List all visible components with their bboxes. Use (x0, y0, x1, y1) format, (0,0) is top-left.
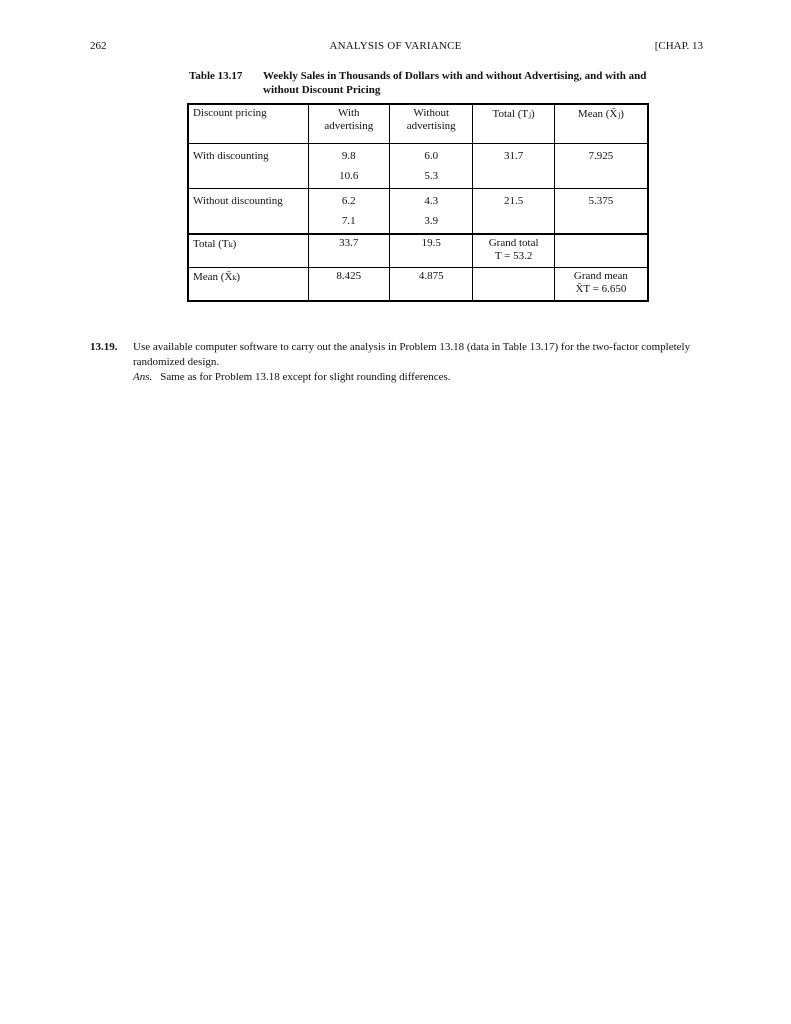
header-without-advertising (389, 104, 472, 144)
table-caption (189, 69, 659, 97)
cell-with-disc-mean: 7.925 (554, 144, 648, 189)
row-label-mean: Mean (X̄ₖ) (188, 268, 308, 302)
problem-13-19 (90, 340, 710, 385)
cell-mean-without-adv: 4.875 (389, 268, 472, 302)
table-number: Table 13.17 (189, 70, 243, 82)
row-label-without-discounting: Without discounting (188, 189, 308, 235)
chapter-label: [CHAP. 13 (654, 40, 703, 52)
cell-with-disc-with-adv (308, 144, 389, 189)
value: 9.8 (341, 150, 356, 162)
page-number: 262 (90, 40, 107, 52)
header-with-advertising-line2: advertising (324, 120, 374, 132)
page-header (0, 40, 791, 54)
cell-with-disc-without-adv (389, 144, 472, 189)
value: 6.2 (341, 195, 356, 207)
grand-total-value: T = 53.2 (494, 250, 533, 262)
table-header-row (188, 104, 648, 144)
header-with-advertising-line1: With (338, 107, 360, 119)
running-title: ANALYSIS OF VARIANCE (329, 40, 462, 52)
grand-mean-value: X̄T = 6.650 (575, 283, 627, 295)
header-without-advertising-line1: Without (413, 107, 450, 119)
cell-without-disc-with-adv (308, 189, 389, 235)
header-without-advertising-line2: advertising (406, 120, 456, 132)
cell-total-without-adv: 19.5 (389, 234, 472, 268)
mean-row (188, 268, 648, 302)
total-row (188, 234, 648, 268)
cell-grand-total (473, 234, 554, 268)
grand-total-label: Grand total (488, 237, 539, 249)
answer (90, 370, 710, 385)
cell-without-disc-without-adv (389, 189, 472, 235)
cell-mean-with-adv: 8.425 (308, 268, 389, 302)
table-row (188, 189, 648, 235)
problem-number: 13.19. (90, 341, 118, 353)
value: 5.3 (424, 170, 439, 182)
problem-text: Use available computer software to carry out the analysis in Problem 13.18 (data in Table 13.17) for the two-factor completely randomized design. (133, 341, 691, 368)
value: 3.9 (424, 215, 439, 227)
header-with-advertising (308, 104, 389, 144)
value: 4.3 (424, 195, 439, 207)
header-mean: Mean (X̄ⱼ) (554, 104, 648, 144)
cell-without-disc-total: 21.5 (473, 189, 554, 235)
cell-with-disc-total: 31.7 (473, 144, 554, 189)
answer-label: Ans. (133, 371, 153, 383)
answer-text: Same as for Problem 13.18 except for slight rounding differences. (160, 371, 451, 383)
sales-table (187, 103, 649, 302)
cell-grand-mean (554, 268, 648, 302)
header-total: Total (Tⱼ) (473, 104, 554, 144)
cell-without-disc-mean: 5.375 (554, 189, 648, 235)
cell-empty (554, 234, 648, 268)
cell-empty (473, 268, 554, 302)
table-row (188, 144, 648, 189)
table-title: Weekly Sales in Thousands of Dollars with and without Advertising, and with and without Discount Pricing (263, 70, 647, 96)
grand-mean-label: Grand mean (573, 270, 628, 282)
header-discount-pricing: Discount pricing (188, 104, 308, 144)
value: 10.6 (339, 170, 359, 182)
value: 6.0 (424, 150, 439, 162)
row-label-with-discounting: With discounting (188, 144, 308, 189)
row-label-total: Total (Tₖ) (188, 234, 308, 268)
cell-total-with-adv: 33.7 (308, 234, 389, 268)
value: 7.1 (341, 215, 356, 227)
